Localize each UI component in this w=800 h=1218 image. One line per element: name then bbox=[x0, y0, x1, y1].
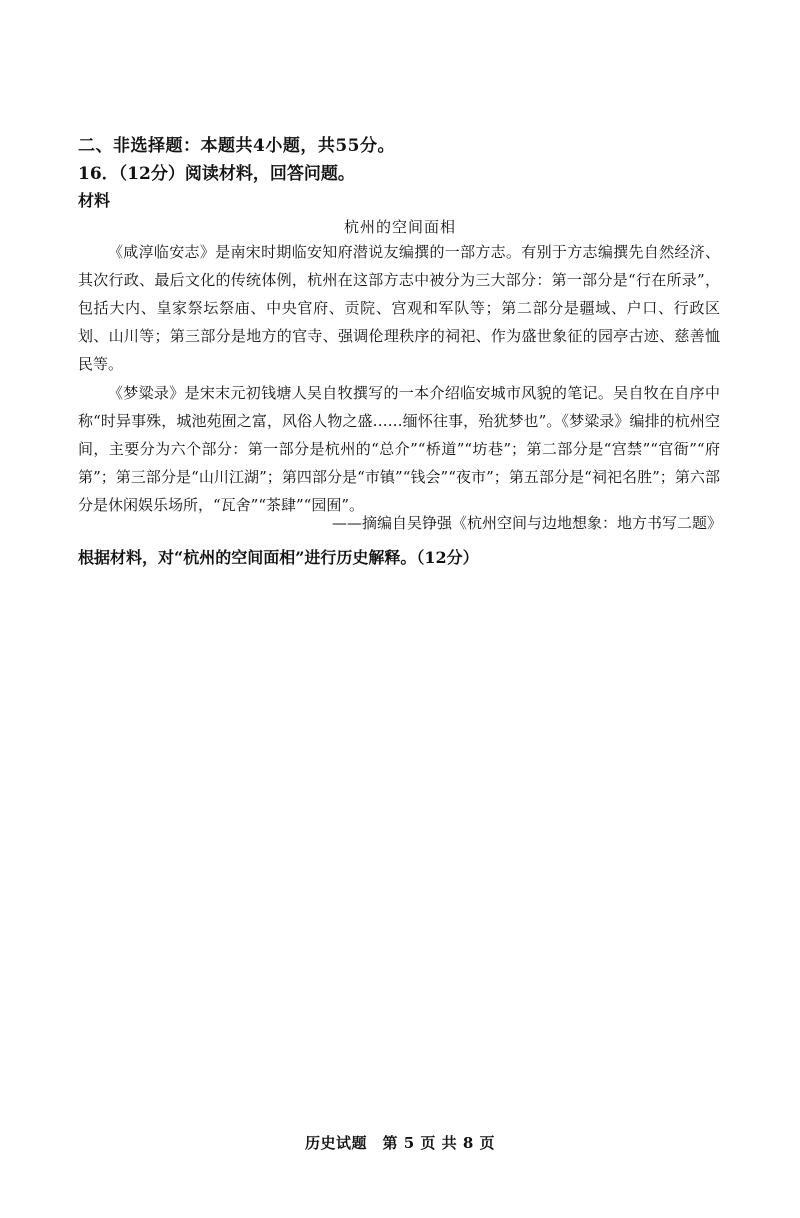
material-label: 材料 bbox=[78, 191, 111, 210]
material-source: ——摘编自吴铮强《杭州空间与边地想象：地方书写二题》 bbox=[331, 514, 722, 532]
question-stem: 16．（12分）阅读材料，回答问题。 bbox=[78, 164, 355, 184]
material-paragraph-2: 《梦粱录》是宋末元初钱塘人吴自牧撰写的一本介绍临安城市风貌的笔记。吴自牧在自序中称“时异事殊，城池苑囿之富，风俗人物之盛……缅怀往事，殆犹梦也”。《梦粱录》编排的杭州空间，主要分为六个部分：第一部分是杭州的“总介”“桥道”“坊巷”；第二部分是“宫禁”“官衙”“府第”；第三部分是“山川江湖”；第四部分是“市镇”“钱会”“夜市”；第五部分是“祠祀名胜”；第六部分是休闲娱乐场所，“瓦舍”“茶肆”“园囿”。 bbox=[78, 384, 720, 514]
material-title: 杭州的空间面相 bbox=[343, 218, 456, 236]
page-footer: 历史试题 第 5 页 共 8 页 bbox=[305, 1134, 495, 1152]
material-paragraph-1: 《咸淳临安志》是南宋时期临安知府潜说友编撰的一部方志。有别于方志编撰先自然经济、其次行政、最后文化的传统体例，杭州在这部方志中被分为三大部分：第一部分是“行在所录”，包括大内、皇家祭坛祭庙、中央官府、贡院、宫观和军队等；第二部分是疆域、户口、行政区划、山川等；第三部分是地方的官寺、强调伦理秩序的祠祀、作为盛世象征的园亭古迹、慈善恤民等。 bbox=[78, 243, 720, 373]
section-title: 二、非选择题：本题共4小题，共55分。 bbox=[78, 136, 395, 156]
question-prompt: 根据材料，对“杭州的空间面相”进行历史解释。（12分） bbox=[78, 548, 479, 567]
